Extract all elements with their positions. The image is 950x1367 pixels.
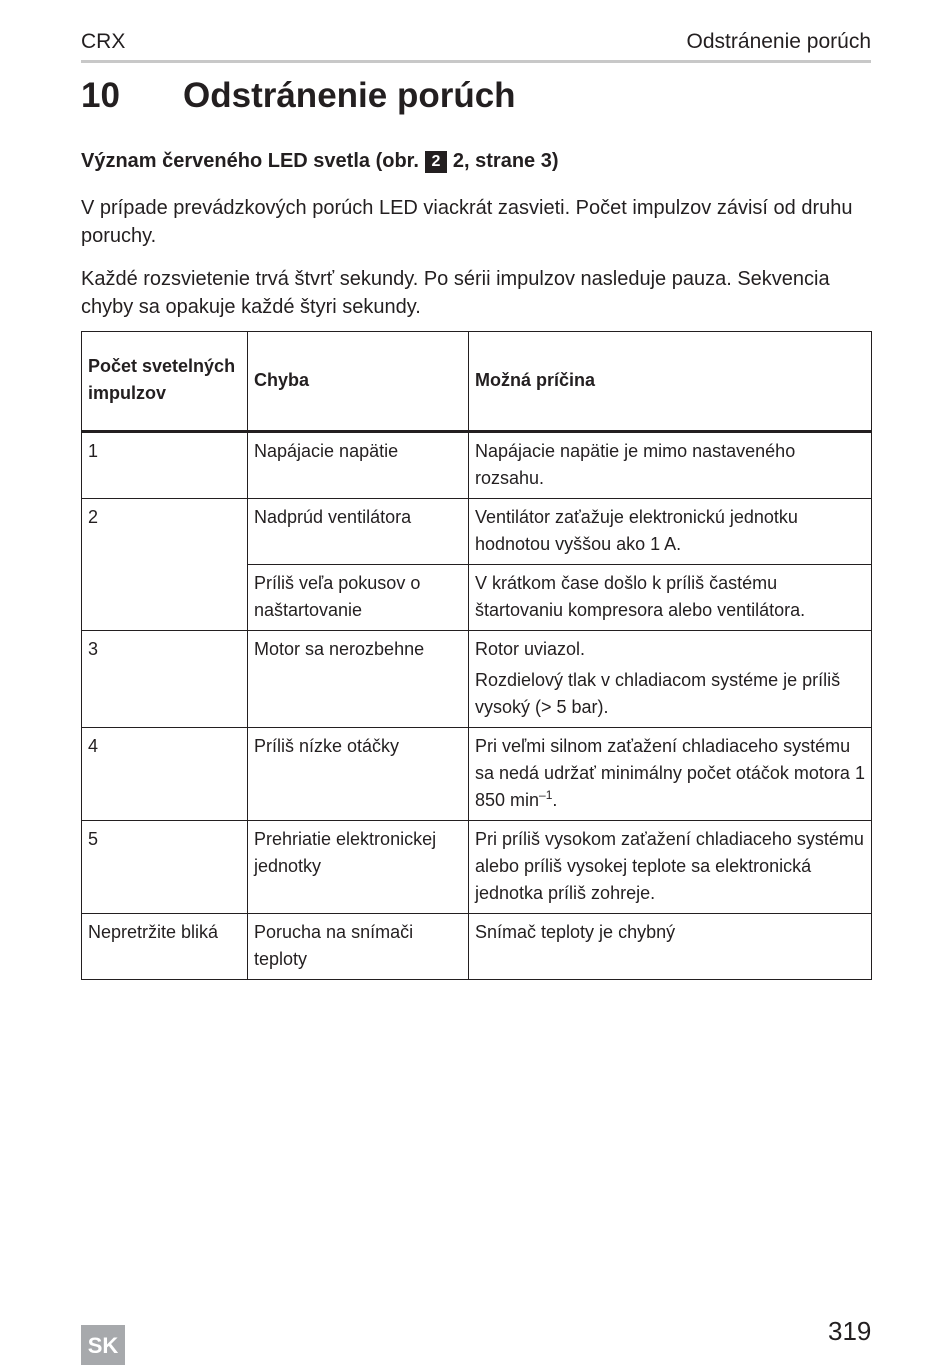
cell-error: Nadprúd ventilátora (248, 499, 469, 565)
cell-count: 5 (82, 821, 248, 914)
chapter-title: Odstránenie porúch (183, 76, 516, 115)
cause-text: Pri veľmi silnom zaťažení chladiaceho systému sa nedá udržať minimálny počet otáčok motora 1 850 min (475, 736, 865, 810)
cell-cause (469, 631, 872, 728)
cell-cause: V krátkom čase došlo k príliš častému štartovaniu kompresora alebo ventilátora. (469, 565, 872, 631)
cell-cause: Snímač teploty je chybný (469, 914, 872, 980)
language-badge: SK (81, 1325, 125, 1365)
table-row (82, 631, 872, 728)
cell-cause: Napájacie napätie je mimo nastaveného rozsahu. (469, 432, 872, 499)
cell-count: 2 (82, 499, 248, 631)
cell-error: Napájacie napätie (248, 432, 469, 499)
cell-error: Motor sa nerozbehne (248, 631, 469, 728)
cell-count: 3 (82, 631, 248, 728)
header-divider (81, 60, 871, 63)
cell-count: Nepretržite bliká (82, 914, 248, 980)
unit-exponent: –1 (539, 788, 553, 802)
cell-error: Prehriatie elektronickej jednotky (248, 821, 469, 914)
cause-line: Rotor uviazol. (475, 639, 586, 659)
chapter-number: 10 (81, 76, 120, 115)
cell-count: 1 (82, 432, 248, 499)
error-table (81, 331, 872, 980)
section-subheading (81, 150, 559, 173)
paragraph: V prípade prevádzkových porúch LED viackrát zasvieti. Počet impulzov závisí od druhu poruchy. (81, 197, 853, 247)
chapter-heading (81, 76, 516, 116)
paragraph: Každé rozsvietenie trvá štvrť sekundy. Po sérii impulzov nasleduje pauza. Sekvencia chyby sa opakuje každé štyri sekundy. (81, 268, 830, 318)
running-header (81, 30, 871, 54)
cell-error: Porucha na snímači teploty (248, 914, 469, 980)
table-row (82, 499, 872, 565)
column-header-error: Chyba (248, 332, 469, 432)
cell-error: Príliš nízke otáčky (248, 728, 469, 821)
subheading-text-end: 2, strane 3) (452, 150, 559, 172)
column-header-cause: Možná príčina (469, 332, 872, 432)
table-header-row (82, 332, 872, 432)
table-row (82, 432, 872, 499)
cell-error: Príliš veľa pokusov o naštartovanie (248, 565, 469, 631)
subheading-text: Význam červeného LED svetla (obr. (81, 150, 419, 172)
page-number: 319 (828, 1316, 872, 1346)
table-row (82, 728, 872, 821)
cell-cause: Pri príliš vysokom zaťažení chladiaceho systému alebo príliš vysokej teplote sa elektronická jednotka príliš zohreje. (469, 821, 872, 914)
cell-cause (469, 728, 872, 821)
cause-line: Rozdielový tlak v chladiacom systéme je príliš vysoký (> 5 bar). (475, 670, 841, 717)
cause-text-end: . (552, 790, 558, 810)
column-header-count: Počet svetelných impulzov (82, 332, 248, 432)
header-section: Odstránenie porúch (686, 30, 871, 53)
cell-cause: Ventilátor zaťažuje elektronickú jednotku hodnotou vyššou ako 1 A. (469, 499, 872, 565)
table-row (82, 914, 872, 980)
header-product: CRX (81, 30, 126, 53)
cell-count: 4 (82, 728, 248, 821)
table-row (82, 821, 872, 914)
figure-reference-badge: 2 (425, 151, 447, 173)
